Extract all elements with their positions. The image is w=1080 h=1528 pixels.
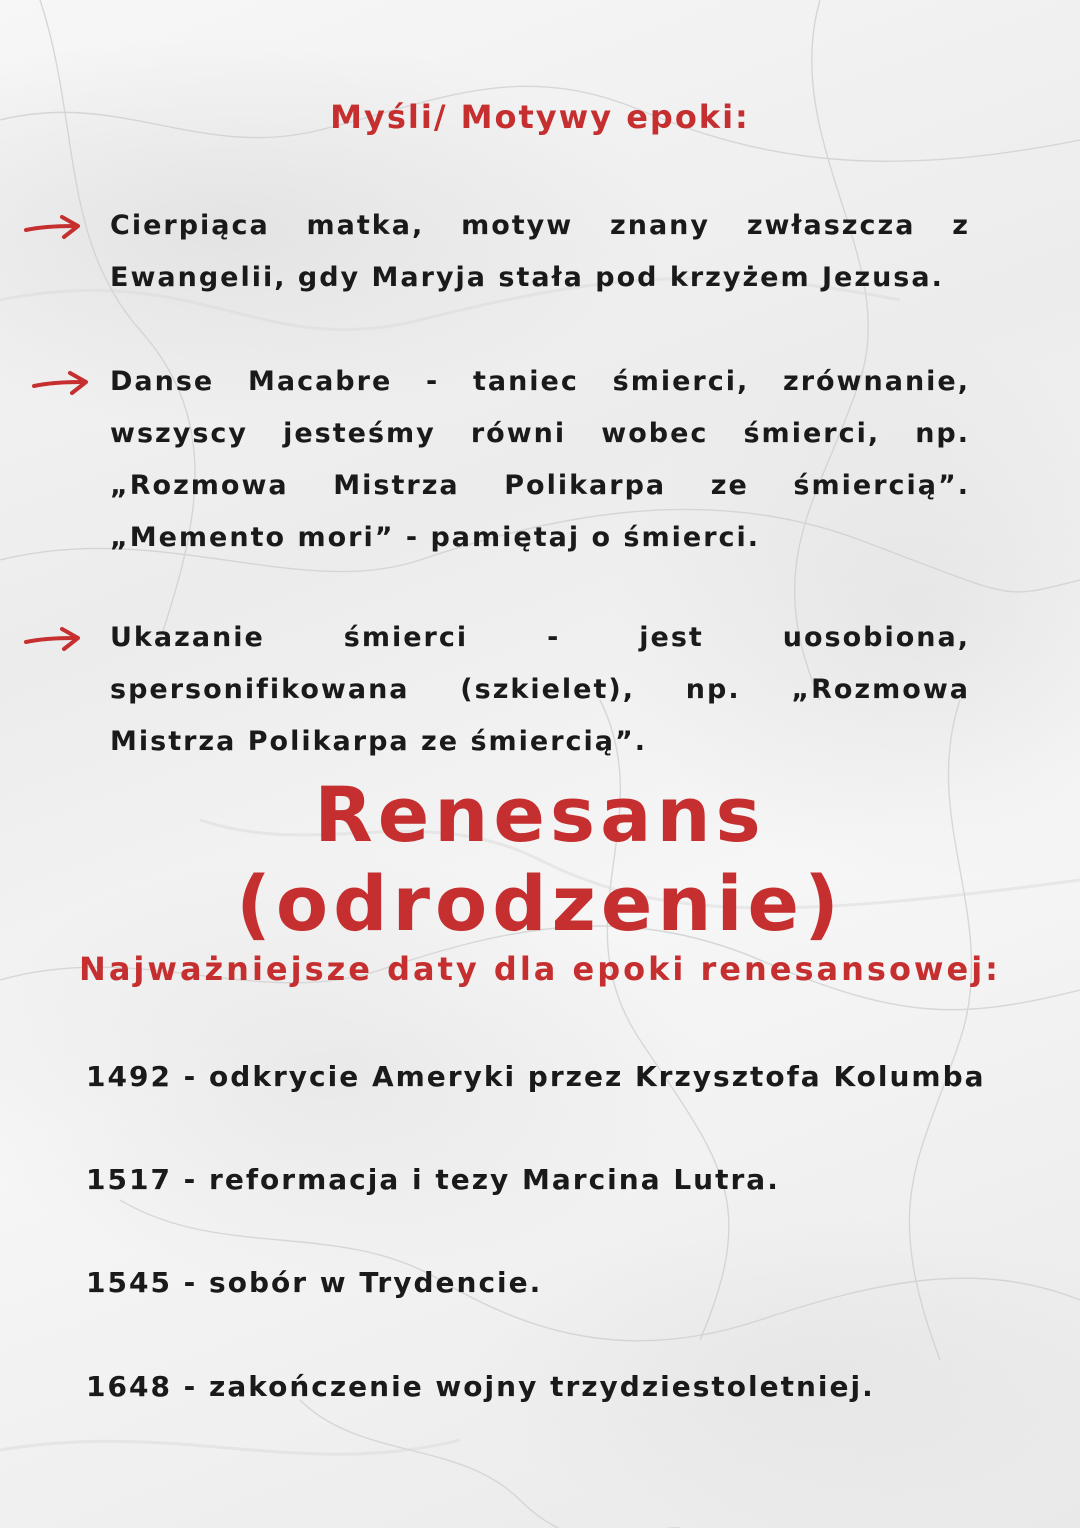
arrow-right-icon <box>24 626 82 654</box>
arrow-right-icon <box>32 370 90 398</box>
date-item: 1648 - zakończenie wojny trzydziestoletniej. <box>86 1370 875 1403</box>
section-title: Renesans (odrodzenie) <box>236 770 844 948</box>
motif-text: Cierpiąca matka, motyw znany zwłaszcza z Ewangelii, gdy Maryja stała pod krzyżem Jezusa. <box>110 210 970 293</box>
date-item: 1492 - odkrycie Ameryki przez Krzysztofa Kolumba <box>86 1060 986 1093</box>
dates-heading: Najważniejsze daty dla epoki renesansowej: <box>79 950 1001 988</box>
motif-text: Danse Macabre - taniec śmierci, zrównanie, wszyscy jesteśmy równi wobec śmierci, np. „Rozmowa Mistrza Polikarpa ze śmiercią”. „Memento mori” - pamiętaj o śmierci. <box>110 366 970 553</box>
arrow-right-icon <box>24 214 82 242</box>
date-item: 1545 - sobór w Trydencie. <box>86 1266 543 1299</box>
motifs-heading: Myśli/ Motywy epoki: <box>330 98 750 136</box>
motif-text: Ukazanie śmierci - jest uosobiona, spersonifikowana (szkielet), np. „Rozmowa Mistrza Polikarpa ze śmiercią”. <box>110 622 970 757</box>
date-item: 1517 - reformacja i tezy Marcina Lutra. <box>86 1163 780 1196</box>
